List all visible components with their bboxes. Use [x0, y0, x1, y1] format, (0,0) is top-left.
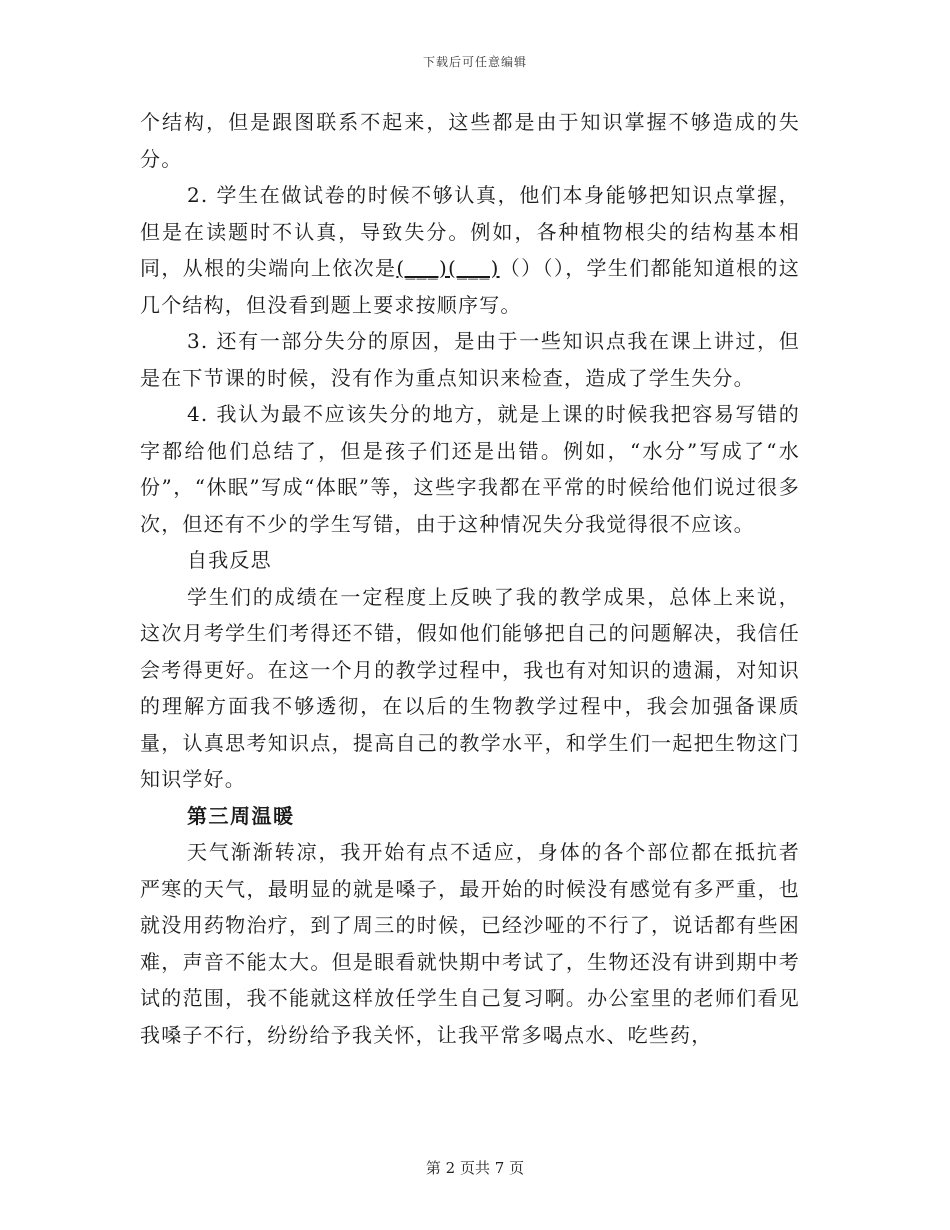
paragraph-self-reflection: 学生们的成绩在一定程度上反映了我的教学成果，总体上来说，这次月考学生们考得还不错，假如他们能够把自己的问题解决，我信任会考得更好。在这一个月的教学过程中，我也有对知识的遗漏，对知识的理解方面我不够透彻，在以后的生物教学过程中，我会加强备课质量，认真思考知识点，提高自己的教学水平，和学生们一起把生物这门知识学好。 [140, 584, 800, 791]
fill-blank-2: (___) [447, 256, 500, 280]
paragraph-week-three: 天气渐渐转凉，我开始有点不适应，身体的各个部位都在抵抗者严寒的天气，最明显的就是嗓子，最开始的时候没有感觉有多严重，也就没用药物治疗，到了周三的时候，已经沙哑的不行了，说话都有些困难，声音不能太大。但是眼看就快期中考试了，生物还没有讲到期中考试的范围，我不能就这样放任学生自己复习啊。办公室里的老师们看见我嗓子不行，纷纷给予我关怀，让我平常多喝点水、吃些药， [140, 840, 800, 1047]
section-label-self-reflection: 自我反思 [187, 548, 272, 572]
fill-blank-1: (___) [396, 256, 448, 280]
document-body [140, 104, 800, 1053]
paragraph-point-3: 3. 还有一部分失分的原因，是由于一些知识点我在课上讲过，但是在下节课的时候，没有作为重点知识来检查，造成了学生失分。 [140, 329, 800, 390]
section-heading-week-three: 第三周温暖 [187, 803, 295, 828]
paragraph-point-4: 4. 我认为最不应该失分的地方，就是上课的时候我把容易写错的字都给他们总结了，但是孩子们还是出错。例如，“水分”写成了“水份”，“休眠”写成“体眠”等，这些字我都在平常的时候给他们说过很多次，但还有不少的学生写错，由于这种情况失分我觉得很不应该。 [140, 402, 800, 536]
page-header: 下载后可任意编辑 [422, 55, 527, 69]
paragraph-point-2 [140, 177, 800, 323]
paragraph-point-2-text-b: （）（），学生们都能知道根的这几个结构，但没看到题上要求按顺序写。 [140, 256, 801, 317]
paragraph-continuation: 个结构，但是跟图联系不起来，这些都是由于知识掌握不够造成的失分。 [140, 110, 800, 171]
page-footer: 第 2 页共 7 页 [425, 1159, 525, 1177]
paragraph-point-2-text-a: 2. 学生在做试卷的时候不够认真，他们本身能够把知识点掌握，但是在读题时不认真，导致失分。例如，各种植物根尖的结构基本相同，从根的尖端向上依次是 [140, 183, 800, 280]
